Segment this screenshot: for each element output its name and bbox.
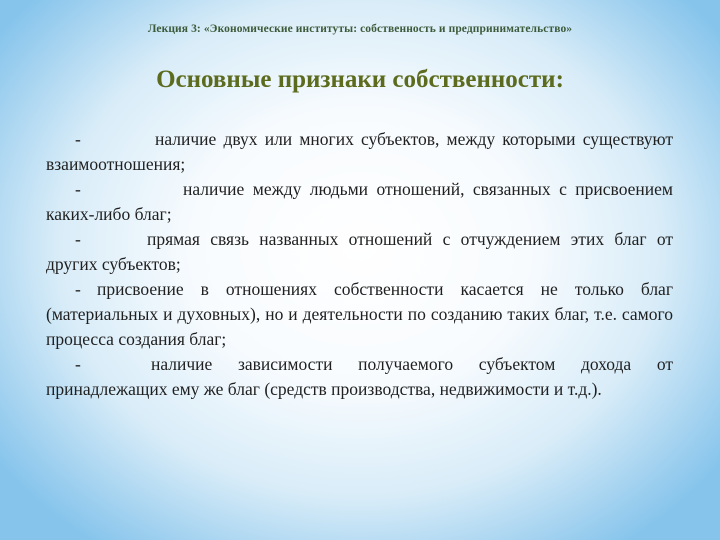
bullet-dash: - (75, 279, 81, 299)
list-item (46, 352, 673, 402)
bullet-dash: - (75, 229, 81, 249)
bullet-dash: - (75, 129, 81, 149)
bullet-dash: - (75, 179, 81, 199)
list-item (46, 277, 673, 352)
list-item-text: наличие двух или многих субъектов, между которыми существуют взаимоотношения; (46, 129, 673, 174)
lecture-header: Лекция 3: «Экономические институты: собственность и предпринимательство» (147, 23, 573, 35)
features-list (46, 127, 673, 402)
list-item (46, 177, 673, 227)
list-item-text: прямая связь названных отношений с отчуждением этих благ от других субъектов; (46, 229, 673, 274)
slide-title: Основные признаки собственности: (156, 66, 564, 93)
list-item-text: наличие зависимости получаемого субъектом дохода от принадлежащих ему же благ (средств производства, недвижимости и т.д.). (46, 354, 673, 399)
list-item (46, 127, 673, 177)
list-item-text: присвоение в отношениях собственности касается не только благ (материальных и духовных), но и деятельности по созданию таких благ, т.е. самого процесса создания благ; (46, 279, 673, 349)
list-item-text: наличие между людьми отношений, связанных с присвоением каких-либо благ; (46, 179, 673, 224)
bullet-dash: - (75, 354, 81, 374)
list-item (46, 227, 673, 277)
